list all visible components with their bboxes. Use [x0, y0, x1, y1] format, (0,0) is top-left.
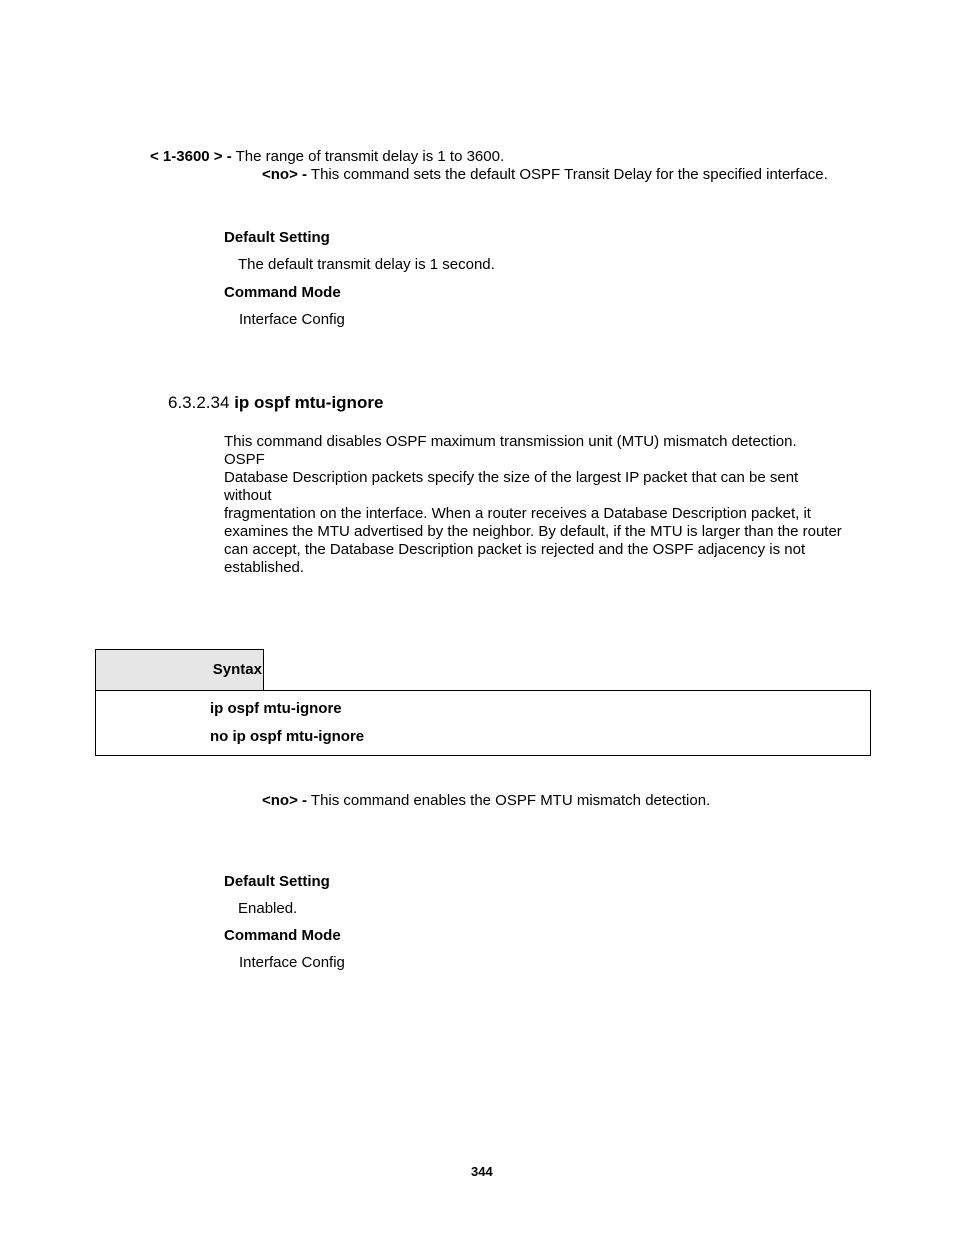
range-parameter-text: The range of transmit delay is 1 to 3600.	[235, 148, 505, 165]
description-line: OSPF	[224, 451, 265, 468]
page-number: 344	[471, 1164, 493, 1179]
default-setting-heading: Default Setting	[224, 873, 330, 890]
range-parameter-label: < 1-3600 > -	[150, 148, 232, 165]
no-parameter-text: This command enables the OSPF MTU mismatch detection.	[310, 792, 711, 809]
command-description	[224, 433, 864, 577]
command-mode-heading: Command Mode	[224, 927, 341, 944]
section-name: ip ospf mtu-ignore	[234, 393, 384, 412]
default-setting-value: Enabled.	[238, 900, 298, 917]
description-line: This command disables OSPF maximum transmission unit (MTU) mismatch detection.	[224, 433, 797, 450]
section-title	[168, 394, 383, 412]
syntax-box	[95, 690, 871, 756]
default-setting-heading: Default Setting	[224, 229, 330, 246]
syntax-header-cell	[95, 649, 264, 690]
section-number: 6.3.2.34	[168, 393, 230, 412]
command-mode-value: Interface Config	[239, 954, 345, 971]
default-setting-value: The default transmit delay is 1 second.	[238, 256, 495, 273]
command-mode-heading: Command Mode	[224, 284, 341, 301]
description-line: fragmentation on the interface. When a router receives a Database Description packet, it	[224, 505, 811, 522]
syntax-header-label: Syntax	[212, 661, 262, 678]
syntax-command: ip ospf mtu-ignore	[210, 700, 342, 717]
description-line: Database Description packets specify the size of the largest IP packet that can be sent	[224, 469, 799, 486]
no-parameter-text: This command sets the default OSPF Transit Delay for the specified interface.	[310, 166, 828, 183]
command-mode-value: Interface Config	[239, 311, 345, 328]
description-line: examines the MTU advertised by the neighbor. By default, if the MTU is larger than the router	[224, 523, 842, 540]
description-line: without	[224, 487, 272, 504]
no-parameter-transit-delay	[262, 166, 828, 184]
description-line: can accept, the Database Description packet is rejected and the OSPF adjacency is not	[224, 541, 806, 558]
no-parameter-label: <no> -	[262, 166, 308, 183]
syntax-command-negated: no ip ospf mtu-ignore	[210, 728, 365, 745]
range-parameter	[150, 148, 504, 166]
description-line: established.	[224, 559, 305, 576]
no-parameter-label: <no> -	[262, 792, 308, 809]
no-parameter-mtu	[262, 792, 710, 810]
